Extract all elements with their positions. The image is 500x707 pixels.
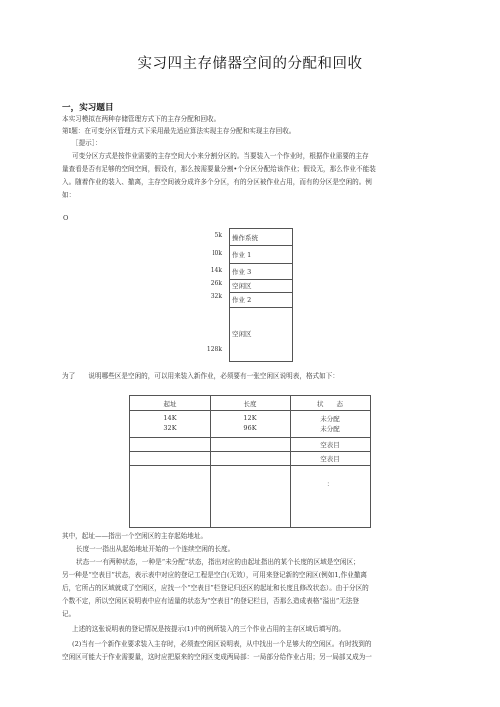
note-line-9: (2)当有一个新作业要求装入主存时，必须查空闲区说明表，从中找出一个足够大的空闲区。有时找到的	[72, 640, 372, 648]
table-header: 起址	[163, 400, 177, 408]
table-cell: 14K	[163, 414, 177, 422]
table-cell: 12K	[243, 414, 257, 422]
body-line-1: 可变分区方式是按作业需要的主存空间大小来分割分区的。当要装入一个作业时，根据作业需要的主存	[72, 152, 369, 160]
address-label: 26k	[210, 280, 222, 287]
table-header: 状 态	[317, 400, 343, 408]
note-line-6: 个数不定，所以空闲区说明表中应有适量的状态为“空表目”的登记栏目，否那么造成表格“溢出”无法登	[62, 597, 360, 605]
note-line-4: 另一种是“空表目”状态，表示表中对应的登记工程是空白(无效），可用来登记新的空闲区(例如1,作业撤离	[62, 571, 368, 579]
table-cell: 空表目	[320, 441, 340, 449]
memory-block: 空闲区	[232, 330, 252, 338]
address-label: 128k	[206, 346, 222, 353]
table-row-divider	[130, 451, 370, 452]
body-line-4: 如：	[62, 191, 76, 199]
address-label: l0k	[212, 250, 222, 257]
memory-block: 作业 2	[232, 296, 252, 304]
note-line-5: 后，它所占的区域就成了空闲区，应找一个“空表目”栏登记归还区的起址和长度且修改状态）。由于分区的	[62, 584, 369, 592]
memory-block: 操作系统	[232, 234, 258, 242]
intro-line-1: 本实习模拟在两种存储管理方式下的主存分配和回收。	[62, 115, 221, 123]
address-label: 32k	[210, 293, 222, 300]
figure-marker: O	[63, 214, 69, 222]
free-area-table	[129, 395, 371, 528]
note-line-1: 其中，起址——指出一个空闲区的主存起始地址。	[62, 532, 208, 540]
note-line-10: 空闲区可能大于作业需要量，这时应把原来的空闲区变成两局部：一局部分给作业占用；另一局部又成为一	[62, 653, 372, 661]
memory-block: 作业 3	[232, 268, 252, 276]
table-header: 长度	[243, 400, 257, 408]
table-cell: ：	[326, 480, 334, 488]
partition-divider	[230, 245, 292, 246]
table-cell: 未分配	[320, 425, 340, 433]
table-cell: 96K	[243, 424, 257, 432]
table-cell: 未分配	[320, 415, 340, 423]
table-cell: 32K	[163, 424, 177, 432]
partition-divider	[230, 279, 292, 280]
table-intro: 为了 说明哪些区是空闲的，可以用来装入新作业，必须要有一张空闲区说明表，格式如下：	[62, 372, 339, 380]
section-heading: 一，实习题目	[62, 103, 114, 113]
note-line-2: 长度一一指出从起始地址开始的一个连续空闲的长度。	[76, 545, 235, 553]
partition-divider	[230, 307, 292, 308]
address-label: 5k	[214, 232, 222, 239]
partition-divider	[230, 292, 292, 293]
table-row-divider	[130, 465, 370, 466]
body-line-2: 量查看是否有足够的空间空间，假设有，那么按需要量分割•个分区分配给该作业；假设无，那么作业不能装	[62, 165, 376, 173]
memory-block: 作业 1	[232, 251, 252, 259]
hint-label: ［提示］：	[72, 139, 102, 147]
address-label: 14k	[210, 267, 222, 274]
page-title: 实习四主存储器空间的分配和回收	[137, 56, 363, 72]
table-cell: 空表目	[320, 455, 340, 463]
note-line-7: 记。	[62, 610, 76, 618]
note-line-3: 状态一一有两种状态，一种是“未分配”状态，指出对应的由起址指出的某个长度的区域是空闲区；	[76, 558, 360, 566]
table-row-divider	[130, 437, 370, 438]
intro-line-2: 第Ⅰ题：在可变分区管理方式下采用最先适应算法实现主存分配和实现主存回收。	[62, 127, 296, 135]
note-line-8: 上述的这张说明表的登记情况是按提示(1)中的例所装入的三个作业占用的主存区域后填写的。	[72, 625, 346, 633]
memory-block: 空闲区	[232, 282, 252, 290]
partition-divider	[230, 263, 292, 264]
table-row-divider	[130, 410, 370, 411]
body-line-3: 入。随着作业的装入、撤离，主存空间被分成许多个分区，有的分区被作业占用，而有的分区是空闲的。例	[62, 178, 372, 186]
memory-map	[229, 228, 293, 362]
